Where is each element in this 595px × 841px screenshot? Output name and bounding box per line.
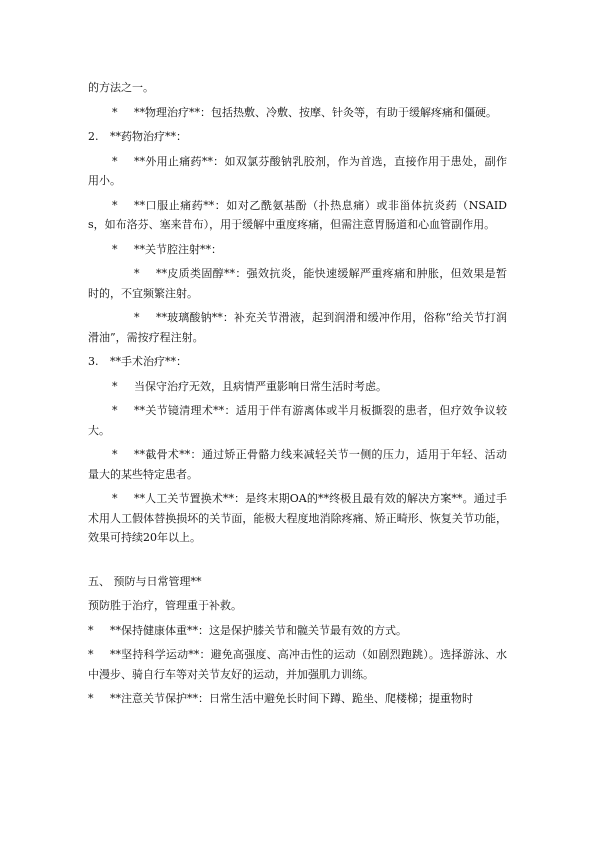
bullet-icon: * xyxy=(112,105,118,119)
bullet-item-oral-analgesic xyxy=(88,196,507,235)
bullet-item-exercise xyxy=(88,645,507,684)
section-heading: 五、 预防与日常管理** xyxy=(88,574,202,588)
bullet-text: **皮质类固醇**：强效抗炎，能快速缓解严重疼痛和肿胀，但效果是暂时的，不宜频繁注射。 xyxy=(88,267,507,300)
bullet-text: **玻璃酸钠**：补充关节滑液，起到润滑和缓冲作用，俗称“给关节打润滑油”，需按疗程注射。 xyxy=(88,311,507,344)
numbered-item-drug-therapy xyxy=(88,127,507,147)
numbered-item-surgery xyxy=(88,352,507,372)
bullet-item-healthy-weight xyxy=(88,621,507,641)
item-text: **药物治疗**： xyxy=(110,130,187,143)
bullet-icon: * xyxy=(112,448,118,461)
bullet-icon: * xyxy=(88,648,94,661)
bullet-item-joint-protection xyxy=(88,689,507,709)
item-text: **手术治疗**： xyxy=(110,355,187,368)
bullet-icon: * xyxy=(112,404,118,417)
bullet-item-osteotomy xyxy=(88,445,507,484)
bullet-icon: * xyxy=(112,154,118,168)
bullet-icon: * xyxy=(112,242,118,256)
bullet-text: **截骨术**：通过矫正骨骼力线来减轻关节一侧的压力，适用于年轻、活动量大的某些特定患者。 xyxy=(88,448,507,481)
bullet-item-joint-replacement xyxy=(88,489,507,548)
bullet-item-physical-therapy xyxy=(88,103,507,123)
bullet-text: **外用止痛药**：如双氯芬酸钠乳胶剂，作为首选，直接作用于患处，副作用小。 xyxy=(88,154,507,187)
bullet-item-topical-analgesic xyxy=(88,152,507,191)
bullet-text: 当保守治疗无效，且病情严重影响日常生活时考虑。 xyxy=(134,379,387,393)
bullet-text: **关节腔注射**： xyxy=(134,242,222,256)
bullet-text: **保持健康体重**：这是保护膝关节和髋关节最有效的方式。 xyxy=(110,623,407,637)
bullet-text: **关节镜清理术**：适用于伴有游离体或半月板撕裂的患者，但疗效争议较大。 xyxy=(88,404,507,437)
bullet-text: **人工关节置换术**：是终末期OA的**终极且最有效的解决方案**。通过手术用人工假体替换损坏的关节面，能极大程度地消除疼痛、矫正畸形、恢复关节功能，效果可持续20年以上。 xyxy=(88,492,507,544)
bullet-text: **注意关节保护**：日常生活中避免长时间下蹲、跪坐、爬楼梯；提重物时 xyxy=(110,692,473,705)
text-line: 的方法之一。 xyxy=(88,81,154,94)
bullet-icon: * xyxy=(112,198,118,212)
bullet-item-surgery-indication xyxy=(88,377,507,397)
bullet-item-corticosteroid xyxy=(88,264,507,303)
bullet-text: **坚持科学运动**：避免高强度、高冲击性的运动（如剧烈跑跳）。选择游泳、水中漫步、骑自行车等对关节友好的运动，并加强肌力训练。 xyxy=(88,648,507,681)
bullet-icon: * xyxy=(134,267,140,280)
bullet-text: **口服止痛药**：如对乙酰氨基酚（扑热息痛）或非甾体抗炎药（NSAIDs，如布洛芬、塞来昔布），用于缓解中重度疼痛，但需注意胃肠道和心血管副作用。 xyxy=(88,198,507,231)
bullet-icon: * xyxy=(134,311,140,324)
bullet-item-arthroscopy xyxy=(88,401,507,440)
item-number: 3. xyxy=(88,355,99,368)
bullet-icon: * xyxy=(88,692,94,705)
section-intro: 预防胜于治疗，管理重于补救。 xyxy=(88,599,242,612)
bullet-icon: * xyxy=(112,492,118,505)
item-number: 2. xyxy=(88,130,99,143)
bullet-item-joint-injection xyxy=(88,240,507,260)
bullet-icon: * xyxy=(88,623,94,637)
bullet-item-hyaluronate xyxy=(88,308,507,347)
bullet-icon: * xyxy=(112,379,118,393)
bullet-text: **物理治疗**：包括热敷、冷敷、按摩、针灸等，有助于缓解疼痛和僵硬。 xyxy=(134,105,497,119)
